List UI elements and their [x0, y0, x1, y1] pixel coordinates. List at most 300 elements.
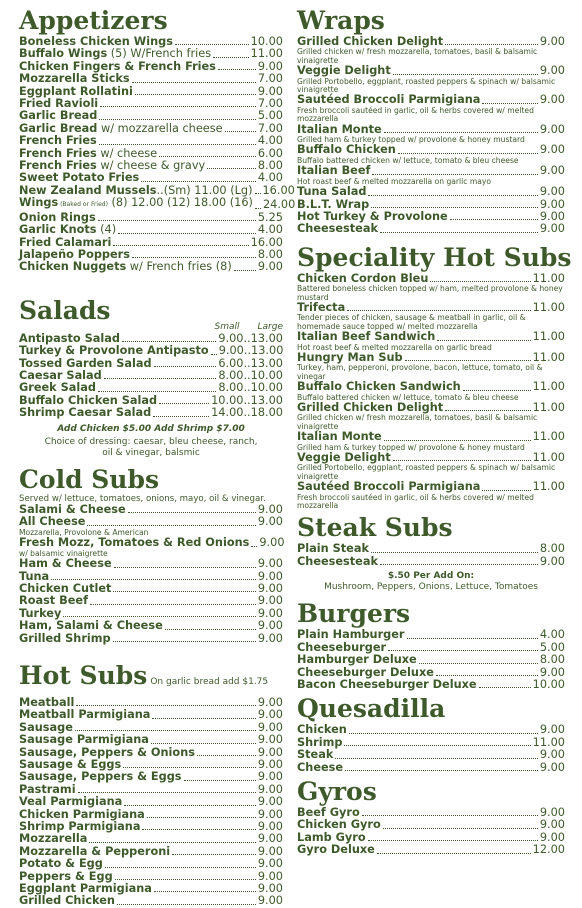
- item-name-text: Cheese: [297, 760, 344, 774]
- item-name-text: Plain Hamburger: [297, 628, 405, 642]
- menu-item: [297, 331, 565, 343]
- item-price: 5.00: [257, 109, 283, 123]
- item-price: 11.00: [532, 451, 565, 465]
- dot-leader: [151, 743, 256, 744]
- item-price: 9.00: [257, 59, 283, 73]
- item-description: Mozzarella, Provolone & American: [19, 527, 149, 537]
- item-name-text: Sausage: [19, 720, 73, 734]
- item-name-text: Onion Rings: [19, 210, 96, 224]
- item-extra: ..(Sm) 11.00 (Lg): [156, 183, 253, 197]
- menu-item: [19, 633, 283, 645]
- menu-item: [297, 223, 565, 235]
- item-name-text: Plain Steak: [297, 542, 369, 556]
- item-price: 9.00: [539, 197, 565, 211]
- dot-leader: [135, 94, 256, 95]
- section-title: Quesadilla: [297, 694, 446, 724]
- item-price: 9.00: [257, 844, 283, 858]
- item-price: 11.00: [532, 735, 565, 749]
- item-name-text: Garlic Knots: [19, 223, 97, 237]
- dot-leader: [128, 512, 256, 513]
- item-name-text: Garlic Bread: [19, 121, 98, 135]
- item-price: 9.00: [539, 209, 565, 223]
- item-name: [19, 537, 249, 549]
- add-protein-note: Add Chicken $5.00 Add Shrimp $7.00: [57, 423, 245, 434]
- item-name-text: Beef Gyro: [297, 805, 360, 819]
- item-price: 9.00: [257, 820, 283, 833]
- dot-leader: [142, 829, 255, 830]
- item-price: 14.00..18.00: [211, 406, 283, 420]
- item-price: 8.00: [539, 653, 565, 667]
- dot-leader: [113, 591, 255, 592]
- menu-item: [297, 556, 565, 568]
- item-price: 9.00: [539, 723, 565, 737]
- item-name-text: Sausage Parmigiana: [19, 733, 149, 747]
- section-title: Speciality Hot Subs: [297, 242, 572, 272]
- item-price: 4.00: [539, 628, 565, 642]
- dot-leader: [113, 245, 248, 246]
- dot-leader: [132, 82, 256, 83]
- menu-list: [297, 36, 565, 236]
- item-name-text: Ham & Cheese: [19, 557, 112, 571]
- item-name-text: Mozzarella: [19, 832, 88, 846]
- item-name-text: Eggplant Rollatini: [19, 84, 133, 98]
- item-name-text: Jalapeño Poppers: [19, 247, 130, 261]
- served-note: Served w/ lettuce, tomatoes, onions, mayo, oil & vinegar.: [19, 493, 266, 504]
- item-price: 11.00: [532, 401, 565, 414]
- item-name-text: Turkey & Provolone Antipasto: [19, 344, 209, 358]
- item-price: 9.00: [257, 619, 283, 633]
- item-name-text: Hot Turkey & Provolone: [297, 209, 448, 223]
- item-price: 9.00: [257, 581, 283, 595]
- item-price: 8.00: [257, 247, 283, 261]
- item-price: 9.00: [257, 757, 283, 771]
- burgers-section: [297, 599, 565, 691]
- item-name-text: Italian Monte: [297, 122, 382, 136]
- dot-leader: [479, 687, 531, 688]
- item-price: 11.00: [532, 380, 565, 394]
- quesadilla-section: [297, 694, 565, 774]
- item-name-text: B.L.T. Wrap: [297, 197, 370, 211]
- item-name-text: Cheeseburger: [297, 640, 387, 654]
- item-price: 9.00: [257, 894, 283, 908]
- dot-leader: [419, 663, 538, 664]
- item-name-text: French Fries: [19, 146, 97, 160]
- item-price: 9.00: [257, 606, 283, 620]
- item-extra: w/ cheese & gravy: [96, 159, 206, 173]
- dot-leader: [405, 360, 531, 361]
- item-name-text: Bacon Cheeseburger Deluxe: [297, 677, 477, 691]
- item-name-text: Meatball Parmigiana: [19, 708, 151, 722]
- item-price: 9.00: [257, 695, 283, 709]
- menu-item: [297, 737, 565, 749]
- dot-leader: [463, 390, 531, 391]
- item-price: 9.00: [539, 93, 565, 107]
- item-name-text: Chicken Cutlet: [19, 581, 112, 595]
- dot-leader: [87, 525, 255, 526]
- item-name-text: Sautéed Broccoli Parmigiana: [297, 93, 481, 107]
- section-title: Wraps: [297, 6, 385, 35]
- item-name-text: Sausage, Peppers & Eggs: [19, 770, 182, 784]
- item-description: Grilled chicken w/ fresh mozzarella, tomatoes, basil & balsamic vinaigrette: [297, 413, 538, 431]
- dot-leader: [184, 780, 256, 781]
- dot-leader: [100, 106, 256, 107]
- item-price: 9.00: [257, 631, 283, 645]
- item-name-text: Shrimp Parmigiana: [19, 820, 141, 833]
- dot-leader: [345, 770, 538, 771]
- dot-leader: [113, 641, 256, 642]
- item-name-text: Cheesesteak: [297, 554, 378, 568]
- item-name: [19, 261, 232, 273]
- item-name-text: Sausage, Peppers & Onions: [19, 745, 195, 759]
- item-name-text: Caesar Salad: [19, 368, 102, 382]
- dot-leader: [172, 854, 256, 855]
- section-title: Salads: [19, 295, 111, 325]
- item-price: 9.00: [257, 569, 283, 583]
- dot-leader: [132, 257, 256, 258]
- item-name-text: Buffalo Chicken: [297, 143, 396, 157]
- item-name-text: Pastrami: [19, 782, 76, 796]
- dot-leader: [99, 144, 256, 145]
- cold-subs-section: [19, 465, 283, 645]
- dot-leader: [78, 792, 256, 793]
- menu-item: [297, 94, 565, 106]
- dot-leader: [430, 281, 530, 282]
- steak-subs-section: [297, 513, 565, 593]
- item-name-text: Lamb Gyro: [297, 830, 366, 844]
- item-price: 9.00..13.00: [218, 331, 283, 345]
- item-price: 9.00: [539, 830, 565, 844]
- dot-leader: [255, 193, 261, 194]
- item-price: 6.00: [257, 146, 283, 160]
- item-extra: (4): [96, 223, 117, 237]
- item-name-text: Sweet Potato Fries: [19, 171, 140, 185]
- item-price: 11.00: [532, 480, 565, 494]
- menu-list: [297, 807, 565, 857]
- section-title: Appetizers: [19, 6, 168, 35]
- dot-leader: [207, 168, 256, 169]
- item-price: 9.00: [257, 594, 283, 608]
- item-extra: w/ cheese: [96, 146, 158, 160]
- item-price: 16.00: [262, 183, 295, 197]
- item-description: w/ balsamic vinaigrette: [19, 548, 108, 558]
- item-name: [297, 144, 396, 156]
- item-name-text: Steak: [297, 748, 334, 762]
- menu-item: [19, 407, 283, 419]
- item-price: 9.00: [257, 795, 283, 809]
- item-name-text: French Fries: [19, 159, 97, 173]
- item-description: Grilled chicken w/ fresh mozzarella, tomatoes, basil & balsamic vinaigrette: [297, 47, 538, 65]
- dot-leader: [398, 153, 538, 154]
- dot-leader: [141, 181, 256, 182]
- menu-item: [297, 65, 565, 77]
- item-price: 9.00: [539, 64, 565, 78]
- item-price: 9.00: [539, 185, 565, 199]
- item-extra: w/ mozzarella cheese: [97, 121, 223, 135]
- dot-leader: [154, 891, 256, 892]
- section-title: [19, 661, 283, 697]
- item-name-text: Chicken: [297, 723, 347, 737]
- dot-leader: [380, 232, 538, 233]
- item-description: Grilled Portobello, eggplant, roasted peppers & spinach w/ balsamic vinaigrette: [297, 76, 556, 95]
- item-name-text: Roast Beef: [19, 594, 88, 608]
- item-name-text: Sautéed Broccoli Parmigiana: [297, 480, 481, 494]
- dot-leader: [98, 391, 216, 392]
- item-price: 9.00: [257, 807, 283, 821]
- item-name-text: Chicken Cordon Bleu: [297, 271, 429, 285]
- item-price: 16.00: [250, 235, 283, 249]
- item-description: Fresh broccoli sautéed in garlic, oil & herbs covered w/ melted mozzarella: [297, 492, 534, 511]
- menu-item: [297, 844, 565, 856]
- item-price: 12.00: [532, 843, 565, 857]
- item-price: 9.00: [259, 536, 285, 550]
- item-name-text: Meatball: [19, 695, 75, 709]
- item-price: 7.00: [257, 97, 283, 111]
- item-price: 9.00: [539, 222, 565, 236]
- menu-item: [297, 762, 565, 774]
- item-price: 8.00: [257, 159, 283, 173]
- item-price: 7.00: [257, 121, 283, 135]
- dot-leader: [197, 755, 256, 756]
- garlic-bread-note: On garlic bread add $1.75: [150, 676, 269, 687]
- item-price: 9.00: [539, 760, 565, 774]
- menu-list: [297, 543, 565, 568]
- appetizers-section: [19, 6, 296, 274]
- item-name: [297, 556, 378, 568]
- menu-item: [297, 381, 565, 393]
- item-price: 10.00: [250, 35, 283, 48]
- item-name-text: Greek Salad: [19, 381, 96, 395]
- item-description: Grilled ham & turkey topped w/ provolone & honey mustard: [297, 442, 525, 452]
- menu-list: [19, 35, 296, 274]
- item-name-text: Buffalo Wings: [19, 47, 108, 61]
- item-name-text: Salami & Cheese: [19, 503, 126, 517]
- item-price: 9.00: [539, 164, 565, 178]
- item-price: 9.00: [257, 557, 283, 571]
- section-title: Steak Subs: [297, 513, 453, 543]
- dot-leader: [114, 567, 256, 568]
- item-price: 9.00: [257, 733, 283, 747]
- item-price: 9.00: [539, 665, 565, 679]
- item-price: 9.00: [539, 805, 565, 819]
- item-description: Battered boneless chicken topped w/ ham, melted provolone & honey mustard: [297, 284, 563, 302]
- item-name-text: Buffalo Chicken Salad: [19, 393, 158, 407]
- dot-leader: [175, 44, 249, 45]
- item-price: 9.00: [257, 745, 283, 759]
- item-name-text: Chicken Gyro: [297, 818, 381, 832]
- menu-item: [19, 261, 283, 273]
- menu-item: [297, 679, 565, 691]
- dot-leader: [89, 842, 255, 843]
- item-name-text: Italian Monte: [297, 430, 382, 444]
- dot-leader: [371, 552, 538, 553]
- item-price: 8.00..10.00: [218, 368, 283, 382]
- dot-leader: [344, 745, 530, 746]
- item-name: [297, 223, 378, 235]
- item-name-text: Garlic Bread: [19, 109, 98, 123]
- item-name-text: Grilled Chicken Delight: [297, 35, 444, 48]
- section-title: Burgers: [297, 599, 411, 629]
- item-price: 9.00: [257, 503, 283, 517]
- item-name-text: Italian Beef: [297, 164, 371, 178]
- item-name-text: Italian Beef Sandwich: [297, 330, 436, 344]
- item-name: [19, 633, 111, 645]
- dot-leader: [407, 638, 538, 639]
- small-label: Small: [214, 321, 240, 332]
- gyros-section: [297, 777, 565, 857]
- item-price: 7.00: [257, 72, 283, 86]
- item-price: 6.00..13.00: [218, 356, 283, 370]
- item-name: [19, 407, 151, 419]
- item-name: [297, 481, 480, 493]
- left-column: [19, 6, 296, 908]
- menu-item: [297, 431, 565, 443]
- dot-leader: [377, 853, 531, 854]
- dot-leader: [368, 195, 537, 196]
- item-description: Hot roast beef & melted mozzarella on garlic bread: [297, 342, 492, 352]
- item-name-text: Tuna: [19, 569, 50, 583]
- dot-leader: [122, 341, 216, 342]
- item-price: 24.00: [262, 198, 296, 212]
- item-note: (Baked or Fried): [58, 201, 108, 209]
- item-name: [297, 431, 382, 443]
- item-price: 9.00: [257, 708, 283, 722]
- dot-leader: [115, 879, 256, 880]
- item-price: 9.00: [257, 770, 283, 784]
- item-price: 9.00: [257, 84, 283, 98]
- item-name-text: Mozzarella Sticks: [19, 72, 130, 86]
- menu-item: [19, 558, 283, 570]
- item-name-text: Cheeseburger Deluxe: [297, 665, 434, 679]
- item-name: [297, 381, 461, 393]
- dot-leader: [393, 460, 531, 461]
- hot-subs-section: [19, 661, 283, 908]
- item-name-text: Tossed Garden Salad: [19, 356, 152, 370]
- item-extra: w/ French fries (8): [126, 260, 232, 274]
- item-name-text: French Fries: [19, 134, 97, 148]
- dot-leader: [51, 579, 256, 580]
- item-name-text: Shrimp Caesar Salad: [19, 406, 152, 420]
- dot-leader: [482, 103, 537, 104]
- item-extra: (8) 12.00 (12) 18.00 (16): [107, 196, 253, 210]
- item-name: [297, 165, 370, 177]
- item-name-text: Boneless Chicken Wings: [19, 35, 173, 48]
- speciality-section: [297, 242, 572, 511]
- dot-leader: [225, 131, 256, 132]
- item-name: [19, 895, 115, 907]
- dot-leader: [383, 828, 538, 829]
- item-name-text: Gyro Deluxe: [297, 843, 375, 857]
- item-name-text: Chicken Parmigiana: [19, 807, 145, 821]
- wraps-section: [297, 6, 565, 236]
- item-extra: (5) W/French fries: [107, 47, 212, 61]
- item-name: [297, 762, 343, 774]
- item-price: 5.25: [257, 210, 283, 224]
- dot-leader: [105, 867, 256, 868]
- item-price: 10.00: [532, 677, 565, 691]
- item-price: 9.00: [257, 869, 283, 883]
- dot-leader: [213, 57, 249, 58]
- item-price: 11.00: [250, 47, 283, 61]
- item-price: 9.00: [257, 832, 283, 846]
- dot-leader: [388, 650, 538, 651]
- dot-leader: [63, 616, 256, 617]
- item-price: 11.00: [532, 300, 565, 314]
- item-name: [297, 65, 391, 77]
- item-price: 9.00: [257, 882, 283, 896]
- dot-leader: [362, 815, 538, 816]
- item-name-text: Ham, Salami & Cheese: [19, 619, 163, 633]
- menu-item: [19, 895, 283, 907]
- item-description: Buffalo battered chicken w/ lettuce, tomato & bleu cheese: [297, 155, 519, 165]
- large-label: Large: [257, 321, 283, 332]
- dot-leader: [98, 220, 256, 221]
- dot-leader: [75, 730, 256, 731]
- dot-leader: [153, 416, 209, 417]
- item-name-text: Hungry Man Sub: [297, 350, 403, 364]
- dot-leader: [123, 767, 256, 768]
- menu-item: [19, 516, 283, 528]
- menu-item: [19, 537, 283, 549]
- item-name-text: Fried Calamari: [19, 235, 112, 249]
- dot-leader: [368, 840, 538, 841]
- item-price: 9.00: [539, 748, 565, 762]
- item-price: 4.00: [257, 223, 283, 237]
- dot-leader: [384, 132, 538, 133]
- item-name-text: Veggie Delight: [297, 451, 391, 465]
- dot-leader: [234, 270, 256, 271]
- dot-leader: [159, 403, 209, 404]
- dot-leader: [380, 564, 538, 565]
- item-name-text: Wings: [19, 196, 59, 210]
- dot-leader: [371, 207, 538, 208]
- dot-leader: [335, 758, 538, 759]
- item-price: 8.00: [539, 542, 565, 556]
- dot-leader: [251, 546, 257, 547]
- dressing-note: Choice of dressing: caesar, bleu cheese, ranch,: [44, 436, 258, 447]
- item-name-text: Turkey: [19, 606, 62, 620]
- item-name-text: All Cheese: [19, 515, 86, 529]
- item-name-text: Veggie Delight: [297, 64, 391, 78]
- item-description: Fresh broccoli sautéed in garlic, oil & herbs covered w/ melted mozzarella: [297, 105, 534, 124]
- dot-leader: [99, 119, 255, 120]
- item-name: [19, 197, 253, 211]
- item-name-text: Mozzarella & Pepperoni: [19, 844, 171, 858]
- item-description: Grilled Portobello, eggplant, roasted peppers & spinach w/ balsamic vinaigrette: [297, 463, 556, 481]
- dot-leader: [118, 233, 256, 234]
- dot-leader: [437, 340, 530, 341]
- item-name-text: Chicken Nuggets: [19, 260, 127, 274]
- item-price: 11.00: [532, 430, 565, 444]
- item-name-text: Grilled Chicken Delight: [297, 401, 444, 414]
- menu-item: [19, 196, 296, 212]
- item-price: 10.00..13.00: [211, 393, 283, 407]
- item-price: 4.00: [257, 134, 283, 148]
- item-price: 9.00: [539, 818, 565, 832]
- dot-leader: [154, 366, 217, 367]
- add-on-title: $.50 Per Add On:: [387, 571, 475, 582]
- item-price: 9.00: [257, 720, 283, 734]
- menu-list: [19, 504, 283, 645]
- item-name-text: Grilled Chicken: [19, 894, 115, 908]
- menu-list: [297, 273, 565, 511]
- item-price: 8.00..10.00: [218, 381, 283, 395]
- item-name-text: Veal Parmigiana: [19, 795, 123, 809]
- item-price: 11.00: [532, 271, 565, 285]
- item-price: 11.00: [532, 330, 565, 344]
- dot-leader: [147, 817, 256, 818]
- dot-leader: [349, 733, 538, 734]
- dot-leader: [372, 174, 537, 175]
